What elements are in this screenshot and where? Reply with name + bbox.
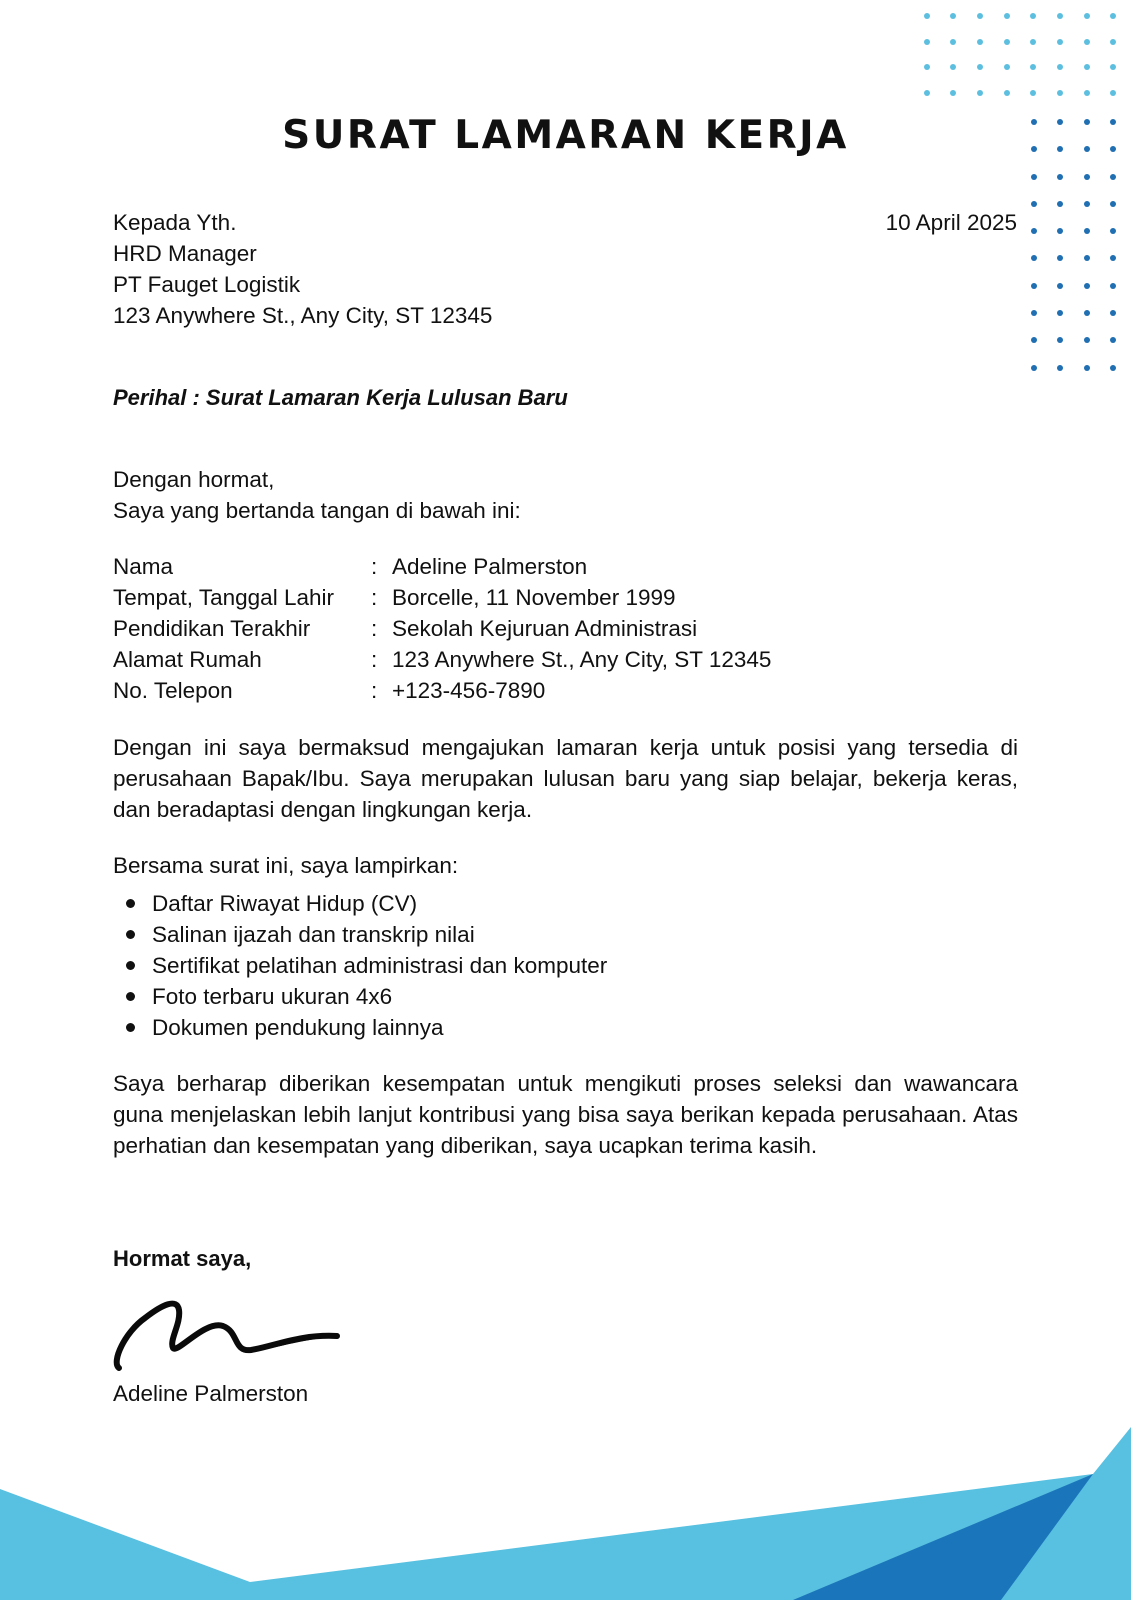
dot-icon [950, 13, 956, 19]
body-paragraph-application: Dengan ini saya bermaksud mengajukan lamaran kerja untuk posisi yang tersedia di perusahaan Bapak/Ibu. Saya merupakan lulusan baru yang siap belajar, bekerja keras, dan beradaptasi dengan lingkungan kerja. [113, 735, 1018, 822]
attachment-label: Foto terbaru ukuran 4x6 [152, 984, 393, 1009]
dot-icon [1084, 90, 1090, 96]
letter-date: 10 April 2025 [885, 210, 1017, 235]
dot-icon [1057, 201, 1063, 207]
bullet-icon [126, 930, 135, 939]
dot-icon [1031, 310, 1037, 316]
attachments-intro: Bersama surat ini, saya lampirkan: [113, 853, 459, 878]
dot-icon [1057, 39, 1063, 45]
attachment-item [113, 888, 607, 919]
attachment-label: Dokumen pendukung lainnya [152, 1015, 444, 1040]
dot-icon [1057, 64, 1063, 70]
dot-icon [1110, 13, 1116, 19]
dot-icon [1057, 13, 1063, 19]
dot-icon [1084, 201, 1090, 207]
dot-icon [1057, 365, 1063, 371]
dot-icon [1030, 90, 1036, 96]
dot-icon [1057, 337, 1063, 343]
attachment-label: Salinan ijazah dan transkrip nilai [152, 922, 475, 947]
dot-icon [1110, 283, 1116, 289]
attachments-list [113, 888, 607, 1043]
body-paragraph-closing: Saya berharap diberikan kesempatan untuk mengikuti proses seleksi dan wawancara guna menjelaskan lebih lanjut kontribusi yang bisa saya berikan kepada perusahaan. Atas perhatian dan kesempatan yang diberikan, saya ucapkan terima kasih. [113, 1071, 1018, 1158]
dot-icon [1031, 283, 1037, 289]
field-value: 123 Anywhere St., Any City, ST 12345 [392, 647, 772, 672]
attachment-item [113, 950, 607, 981]
dot-icon [924, 39, 930, 45]
dot-icon [1004, 39, 1010, 45]
dot-icon [1110, 90, 1116, 96]
dot-icon [950, 39, 956, 45]
field-value: +123-456-7890 [392, 678, 546, 703]
dot-icon [1084, 337, 1090, 343]
light-blue-shape [0, 1427, 1131, 1600]
dot-icon [977, 64, 983, 70]
bullet-icon [126, 992, 135, 1001]
dot-icon [1084, 228, 1090, 234]
dot-icon [1057, 174, 1063, 180]
dot-icon [977, 90, 983, 96]
dot-icon [1057, 90, 1063, 96]
dot-icon [977, 39, 983, 45]
dot-icon [1031, 255, 1037, 261]
dot-icon [1110, 39, 1116, 45]
dot-icon [1110, 337, 1116, 343]
dot-icon [1031, 365, 1037, 371]
dot-icon [1031, 201, 1037, 207]
dot-icon [1004, 64, 1010, 70]
closing-salutation: Hormat saya, [113, 1246, 252, 1271]
field-label: No. Telepon [113, 678, 233, 703]
dot-icon [1110, 310, 1116, 316]
recipient-company: PT Fauget Logistik [113, 272, 301, 297]
field-separator: : [371, 585, 378, 610]
attachment-item [113, 981, 607, 1012]
dot-icon [1057, 228, 1063, 234]
recipient-salutation: Kepada Yth. [113, 210, 237, 235]
dark-blue-shape [793, 1474, 1093, 1600]
field-label: Tempat, Tanggal Lahir [113, 585, 334, 610]
recipient-address: 123 Anywhere St., Any City, ST 12345 [113, 303, 493, 328]
field-separator: : [371, 647, 378, 672]
dot-icon [1110, 174, 1116, 180]
bullet-icon [126, 1023, 135, 1032]
dot-icon [950, 64, 956, 70]
field-label: Nama [113, 554, 174, 579]
attachment-label: Sertifikat pelatihan administrasi dan komputer [152, 953, 608, 978]
dot-icon [1004, 13, 1010, 19]
bullet-icon [126, 899, 135, 908]
recipient-position: HRD Manager [113, 241, 257, 266]
dot-icon [1030, 13, 1036, 19]
dot-icon [1110, 365, 1116, 371]
dot-icon [1084, 39, 1090, 45]
intro-statement: Saya yang bertanda tangan di bawah ini: [113, 498, 521, 523]
signature-image [105, 1290, 345, 1380]
dot-icon [1031, 228, 1037, 234]
field-label: Pendidikan Terakhir [113, 616, 311, 641]
dot-icon [1057, 255, 1063, 261]
dot-icon [1031, 337, 1037, 343]
attachment-item [113, 919, 607, 950]
field-separator: : [371, 554, 378, 579]
field-separator: : [371, 616, 378, 641]
dot-icon [1084, 283, 1090, 289]
field-value: Adeline Palmerston [392, 554, 588, 579]
dot-icon [1110, 201, 1116, 207]
dot-icon [1084, 255, 1090, 261]
dot-icon [924, 90, 930, 96]
dot-icon [924, 13, 930, 19]
dot-icon [924, 64, 930, 70]
dot-icon [1084, 64, 1090, 70]
dot-icon [1030, 39, 1036, 45]
greeting: Dengan hormat, [113, 467, 275, 492]
dot-icon [1110, 64, 1116, 70]
dot-icon [977, 13, 983, 19]
signatory-name: Adeline Palmerston [113, 1381, 309, 1406]
dot-icon [950, 90, 956, 96]
dot-icon [1084, 13, 1090, 19]
field-label: Alamat Rumah [113, 647, 262, 672]
field-separator: : [371, 678, 378, 703]
dot-icon [1110, 228, 1116, 234]
dot-icon [1084, 365, 1090, 371]
field-value: Sekolah Kejuruan Administrasi [392, 616, 698, 641]
dot-icon [1057, 283, 1063, 289]
dot-icon [1057, 310, 1063, 316]
dot-icon [1110, 255, 1116, 261]
dot-icon [1084, 310, 1090, 316]
letter-subject: Perihal : Surat Lamaran Kerja Lulusan Baru [113, 385, 568, 410]
dot-icon [1004, 90, 1010, 96]
letter-title: SURAT LAMARAN KERJA [282, 113, 849, 158]
field-value: Borcelle, 11 November 1999 [392, 585, 676, 610]
bullet-icon [126, 961, 135, 970]
dot-icon [1084, 174, 1090, 180]
dot-icon [1031, 174, 1037, 180]
attachment-item [113, 1012, 607, 1043]
dot-icon [1030, 64, 1036, 70]
attachment-label: Daftar Riwayat Hidup (CV) [152, 891, 418, 916]
